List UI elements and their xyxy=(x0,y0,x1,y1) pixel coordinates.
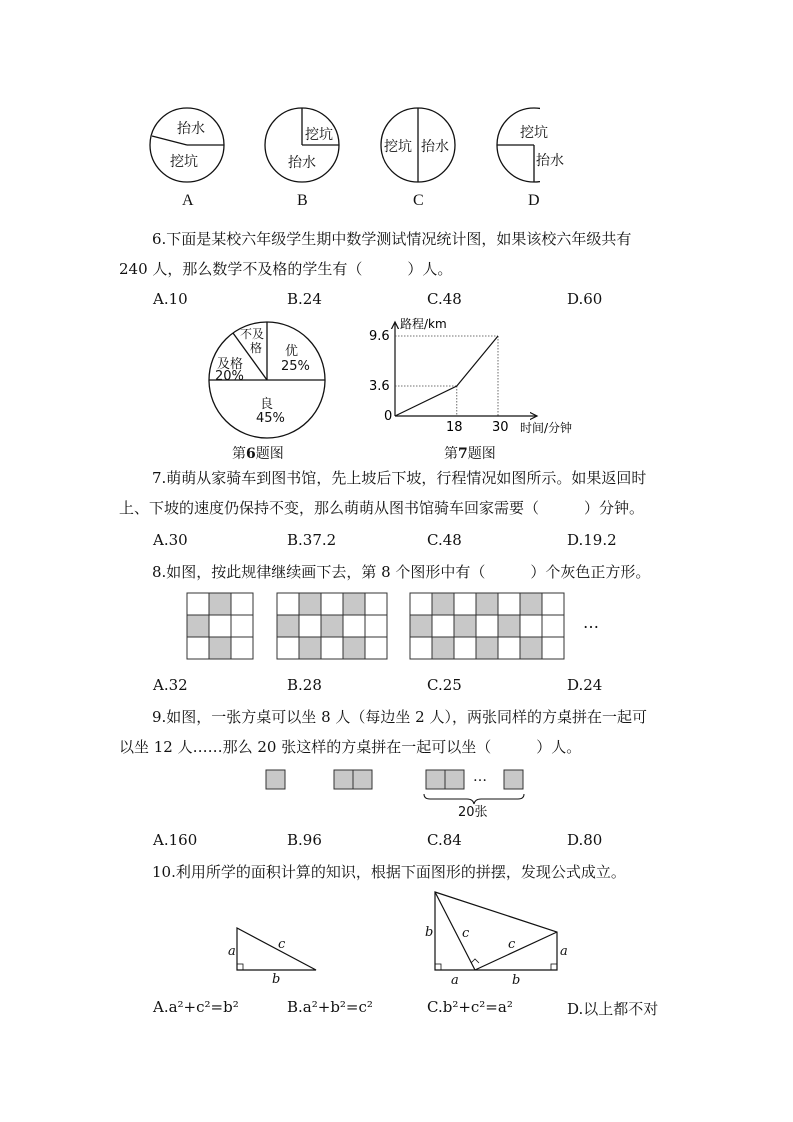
table-row-2 xyxy=(445,770,464,789)
q7-option-d[interactable]: D.19.2 xyxy=(567,531,617,549)
pie-bujige-1: 不及 xyxy=(240,327,265,341)
q8-cell xyxy=(231,615,253,637)
q8-cell xyxy=(231,637,253,659)
pie-liang-2: 45% xyxy=(256,411,285,426)
table-pair-2 xyxy=(353,770,372,789)
q8-cell xyxy=(321,615,343,637)
q8-ellipsis: … xyxy=(583,613,599,632)
circle-d-text2: 抬水 xyxy=(536,153,564,169)
q8-cell xyxy=(410,637,432,659)
table-row-last xyxy=(504,770,523,789)
q8-cell xyxy=(542,593,564,615)
q8-cell xyxy=(299,593,321,615)
q5-circles-svg xyxy=(140,104,540,188)
q10-option-c[interactable]: C.b²+c²=a² xyxy=(427,998,513,1016)
q8-cell xyxy=(454,593,476,615)
q8-cell xyxy=(299,615,321,637)
q7-option-b[interactable]: B.37.2 xyxy=(287,531,337,549)
q8-grid-patterns xyxy=(187,593,564,659)
q8-cell xyxy=(321,637,343,659)
q7-chart-svg xyxy=(362,312,592,442)
right-angle-mark-1 xyxy=(237,964,243,970)
q9-line2: 以坐 12 人……那么 20 张这样的方桌拼在一起可以坐（ ）人。 xyxy=(119,738,582,756)
q8-cell xyxy=(277,593,299,615)
q8-cell xyxy=(187,615,209,637)
pie-jige-1: 及格 xyxy=(217,357,244,372)
q7-line2: 上、下坡的速度仍保持不变，那么萌萌从图书馆骑车回家需要（ ）分钟。 xyxy=(119,499,645,517)
q7-option-a[interactable]: A.30 xyxy=(153,531,188,549)
circle-b-label: B xyxy=(297,192,308,209)
q7-xtick-18: 18 xyxy=(446,420,463,435)
q8-cell xyxy=(209,615,231,637)
pie-jige-2: 20% xyxy=(215,369,244,384)
q8-cell xyxy=(299,637,321,659)
q8-cell xyxy=(277,637,299,659)
q8-cell xyxy=(187,593,209,615)
q7-ytick-0: 0 xyxy=(384,409,393,424)
q8-cell xyxy=(343,593,365,615)
q7-ylabel: 路程/km xyxy=(400,317,447,331)
q9-option-c[interactable]: C.84 xyxy=(427,831,462,849)
label-c-right: c xyxy=(508,937,516,952)
q6-option-b[interactable]: B.24 xyxy=(287,290,322,308)
q8-option-a[interactable]: A.32 xyxy=(153,676,188,694)
q8-cell xyxy=(498,593,520,615)
pie-you-2: 25% xyxy=(281,359,310,374)
right-angle-mark-4 xyxy=(471,959,479,963)
q9-line1: 9.如图，一张方桌可以坐 8 人（每边坐 2 人），两张同样的方桌拼在一起可 xyxy=(152,708,647,726)
q8-cell xyxy=(321,593,343,615)
q6-option-a[interactable]: A.10 xyxy=(153,290,188,308)
q8-cell xyxy=(432,593,454,615)
q9-option-b[interactable]: B.96 xyxy=(287,831,322,849)
label-c-left: c xyxy=(462,926,470,941)
q9-dots: … xyxy=(473,769,487,785)
q6-line1: 6.下面是某校六年级学生期中数学测试情况统计图，如果该校六年级共有 xyxy=(152,230,632,248)
q8-cell xyxy=(520,593,542,615)
q8-option-d[interactable]: D.24 xyxy=(567,676,603,694)
label-c-small: c xyxy=(278,937,286,952)
q8-cell xyxy=(476,593,498,615)
q8-cell xyxy=(454,615,476,637)
q10-line1: 10.利用所学的面积计算的知识，根据下面图形的拼摆，发现公式成立。 xyxy=(152,863,626,881)
distance-line xyxy=(395,336,498,416)
q7-guide-lines xyxy=(395,336,498,416)
pie-bujige-2: 格 xyxy=(250,341,263,355)
circle-c-text1: 挖坑 xyxy=(384,139,412,155)
label-b-left: b xyxy=(425,925,434,940)
right-angle-mark-2 xyxy=(435,964,441,970)
q7-xtick-30: 30 xyxy=(492,420,509,435)
q9-tables-svg xyxy=(262,766,532,820)
q9-brace-label: 20张 xyxy=(458,805,488,820)
q7-xlabel: 时间/分钟 xyxy=(520,421,573,435)
q7-ytick-9-6: 9.6 xyxy=(369,329,390,344)
circle-b-text2: 抬水 xyxy=(288,155,316,171)
table-single xyxy=(266,770,285,789)
q8-option-c[interactable]: C.25 xyxy=(427,676,462,694)
q8-cell xyxy=(231,593,253,615)
circle-b-text1: 挖坑 xyxy=(305,127,333,143)
q8-cell xyxy=(209,637,231,659)
q7-caption xyxy=(444,443,496,463)
label-b-bottom: b xyxy=(512,973,521,988)
table-pair-1 xyxy=(334,770,353,789)
circle-a-text1: 抬水 xyxy=(177,121,205,137)
q10-option-a[interactable]: A.a²+c²=b² xyxy=(153,998,239,1016)
right-angle-mark-3 xyxy=(551,964,557,970)
pie-you-1: 优 xyxy=(285,344,299,359)
q8-cell xyxy=(476,615,498,637)
q7-caption-num: 7 xyxy=(458,446,468,462)
q7-ytick-3-6: 3.6 xyxy=(369,379,390,394)
q8-cell xyxy=(410,615,432,637)
q6-option-d[interactable]: D.60 xyxy=(567,290,603,308)
circle-d xyxy=(497,108,540,182)
q8-grids-svg xyxy=(186,592,566,662)
q8-cell xyxy=(365,637,387,659)
q6-line2: 240 人，那么数学不及格的学生有（ ）人。 xyxy=(119,260,453,278)
q8-cell xyxy=(343,615,365,637)
q8-cell xyxy=(454,637,476,659)
circle-d-text1: 挖坑 xyxy=(520,125,548,141)
hyp-right xyxy=(475,932,557,970)
circle-d-label: D xyxy=(528,192,540,209)
label-a-bottom: a xyxy=(451,973,459,988)
label-a-right: a xyxy=(560,944,568,959)
q8-cell xyxy=(343,637,365,659)
q8-cell xyxy=(498,637,520,659)
q8-cell xyxy=(365,615,387,637)
table-row-1 xyxy=(426,770,445,789)
q6-caption-num: 6 xyxy=(246,446,256,462)
trapezoid xyxy=(435,892,557,970)
q8-cell xyxy=(542,615,564,637)
q8-cell xyxy=(365,593,387,615)
q10-option-b[interactable]: B.a²+b²=c² xyxy=(287,998,373,1016)
q8-cell xyxy=(520,637,542,659)
q6-caption-post: 题图 xyxy=(255,446,284,462)
circle-a-text2: 挖坑 xyxy=(170,154,198,170)
q6-caption-pre: 第 xyxy=(232,446,246,462)
q8-line1: 8.如图，按此规律继续画下去，第 8 个图形中有（ ）个灰色正方形。 xyxy=(152,563,651,581)
q6-option-c[interactable]: C.48 xyxy=(427,290,462,308)
q7-caption-pre: 第 xyxy=(444,446,458,462)
q8-cell xyxy=(542,637,564,659)
circle-c-text2: 抬水 xyxy=(421,139,449,155)
q7-line1: 7.萌萌从家骑车到图书馆，先上坡后下坡，行程情况如图所示。如果返回时 xyxy=(152,469,647,487)
q7-option-c[interactable]: C.48 xyxy=(427,531,462,549)
q8-cell xyxy=(498,615,520,637)
q10-option-d[interactable]: D.以上都不对 xyxy=(567,1000,659,1018)
label-b-small: b xyxy=(272,972,281,987)
q7-caption-post: 题图 xyxy=(467,446,496,462)
q6-caption xyxy=(232,443,284,463)
q8-cell xyxy=(520,615,542,637)
q8-cell xyxy=(476,637,498,659)
q8-cell xyxy=(277,615,299,637)
q8-cell xyxy=(410,593,432,615)
q8-cell xyxy=(432,615,454,637)
q9-option-d[interactable]: D.80 xyxy=(567,831,603,849)
circle-c-label: C xyxy=(413,192,424,209)
pie-liang-1: 良 xyxy=(260,397,274,412)
q8-cell xyxy=(187,637,209,659)
q9-option-a[interactable]: A.160 xyxy=(153,831,198,849)
label-a-small: a xyxy=(228,944,236,959)
q8-cell xyxy=(209,593,231,615)
circle-a-label: A xyxy=(182,192,194,209)
q8-cell xyxy=(432,637,454,659)
small-triangle xyxy=(237,928,316,970)
q8-option-b[interactable]: B.28 xyxy=(287,676,322,694)
